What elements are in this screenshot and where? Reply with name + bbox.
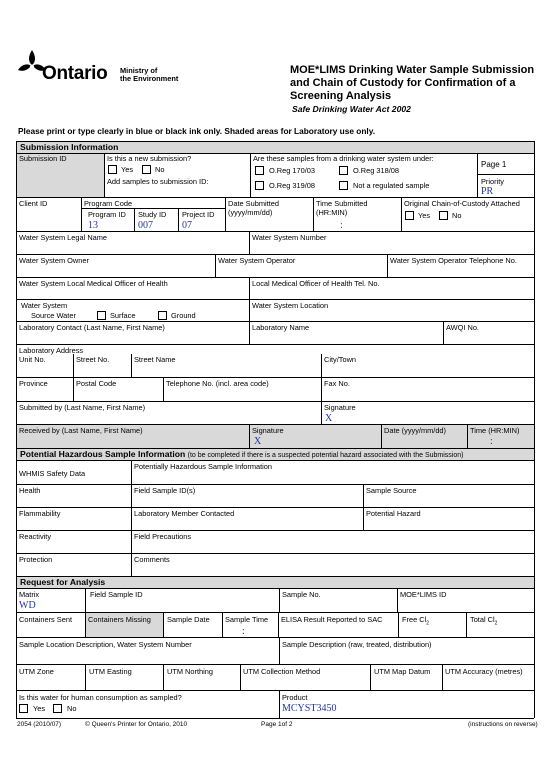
time-submitted-format: (HR:MIN) — [316, 208, 348, 217]
utm-northing-label: UTM Northing — [167, 667, 213, 676]
containers-sent-label: Containers Sent — [19, 615, 72, 624]
oreg170-label: O.Reg 170/03 — [269, 166, 316, 175]
received-date-label: Date (yyyy/mm/dd) — [384, 426, 447, 435]
total-cl-subscript: 2 — [494, 620, 498, 627]
loc-desc-label: Sample Location Description, Water System Number — [19, 640, 192, 649]
flammability-label: Flammability — [19, 509, 61, 518]
free-cl-subscript: 2 — [426, 620, 430, 627]
program-code-label: Program Code — [84, 199, 133, 208]
submitted-signature-label: Signature — [324, 403, 356, 412]
street-name-label: Street Name — [134, 355, 176, 364]
utm-zone-label: UTM Zone — [19, 667, 54, 676]
system-question: Are these samples from a drinking water system under: — [253, 154, 434, 163]
section-request-title: Request for Analysis — [20, 577, 106, 587]
oreg318-label: O.Reg 318/08 — [353, 166, 400, 175]
ministry-line2: the Environment — [120, 74, 179, 83]
program-id-value[interactable]: 13 — [88, 220, 98, 231]
study-id-label: Study ID — [138, 210, 167, 219]
source-water-label: Source Water — [31, 311, 76, 320]
received-signature-x[interactable]: X — [254, 436, 262, 447]
section-request-header — [16, 577, 534, 588]
containers-missing-label: Containers Missing — [88, 615, 151, 624]
awqi-label: AWQI No. — [446, 323, 479, 332]
free-cl-label — [402, 615, 429, 628]
coc-yes-label: Yes — [418, 211, 431, 220]
lab-name-label: Laboratory Name — [252, 323, 310, 332]
phsi-label: Potentially Hazardous Sample Information — [134, 462, 273, 471]
project-id-label: Project ID — [182, 210, 215, 219]
oreg319-checkbox[interactable] — [255, 181, 264, 190]
time-submitted-colon: : — [340, 220, 343, 231]
section-hazard-header — [16, 449, 534, 460]
postal-label: Postal Code — [76, 379, 117, 388]
not-regulated-checkbox[interactable] — [339, 181, 348, 190]
ground-checkbox[interactable] — [158, 311, 167, 320]
priority-value[interactable]: PR — [481, 186, 494, 197]
coc-yes-checkbox[interactable] — [405, 211, 414, 220]
utm-datum-label: UTM Map Datum — [374, 667, 431, 676]
human-no-label: No — [67, 704, 77, 713]
potential-hazard-label: Potential Hazard — [366, 509, 421, 518]
field-precautions-label: Field Precautions — [134, 532, 192, 541]
ministry-line1: Ministry of — [120, 66, 158, 75]
study-id-value[interactable]: 007 — [138, 220, 153, 231]
sample-time-colon: : — [242, 626, 245, 637]
submitted-by-label: Submitted by (Last Name, First Name) — [19, 403, 146, 412]
form-number: 2054 (2010/07) — [17, 721, 62, 728]
submission-id-label: Submission ID — [19, 154, 67, 163]
page-number-label: Page 1 — [481, 160, 507, 169]
form-title-line3: Screening Analysis — [290, 90, 392, 102]
ws-operator-label: Water System Operator — [218, 256, 296, 265]
street-no-label: Street No. — [76, 355, 110, 364]
lab-contact-label: Laboratory Contact (Last Name, First Name) — [19, 323, 165, 332]
health-label: Health — [19, 486, 41, 495]
ws-moh-label: Water System Local Medical Officer of Health — [19, 279, 168, 288]
human-consumption-label: Is this water for human consumption as sampled? — [19, 693, 182, 702]
surface-checkbox[interactable] — [97, 311, 106, 320]
ontario-wordmark: Ontario — [42, 63, 108, 84]
field-sample-id-label: Field Sample ID — [90, 590, 143, 599]
is-new-yes-checkbox[interactable] — [108, 165, 117, 174]
ground-label: Ground — [171, 311, 196, 320]
tel-label: Telephone No. (incl. area code) — [166, 379, 269, 388]
received-time-label: Time (HR:MIN) — [470, 426, 520, 435]
matrix-label: Matrix — [19, 590, 40, 599]
total-cl-label — [470, 615, 497, 628]
sample-date-label: Sample Date — [167, 615, 210, 624]
ws-type-label: Water System — [21, 301, 68, 310]
coc-no-checkbox[interactable] — [439, 211, 448, 220]
act-name: Safe Drinking Water Act 2002 — [292, 104, 411, 114]
reactivity-label: Reactivity — [19, 532, 52, 541]
received-time-colon: : — [490, 436, 493, 447]
human-yes-checkbox[interactable] — [19, 704, 28, 713]
date-submitted-format: (yyyy/mm/dd) — [228, 208, 273, 217]
footer-reverse: (instructions on reverse) — [468, 721, 538, 728]
surface-label: Surface — [110, 311, 136, 320]
field-sample-ids-label: Field Sample ID(s) — [134, 486, 196, 495]
program-id-label: Program ID — [88, 210, 126, 219]
ws-operator-tel-label: Water System Operator Telephone No. — [390, 256, 517, 265]
free-cl-text: Free Cl — [402, 615, 427, 624]
is-new-label: Is this a new submission? — [107, 154, 192, 163]
section-submission-header — [16, 142, 534, 153]
moh-tel-label: Local Medical Officer of Health Tel. No. — [252, 279, 380, 288]
time-submitted-label: Time Submitted — [316, 199, 368, 208]
sample-no-label: Sample No. — [282, 590, 321, 599]
coc-no-label: No — [452, 211, 462, 220]
received-by-label: Received by (Last Name, First Name) — [19, 426, 143, 435]
ws-location-label: Water System Location — [252, 301, 329, 310]
matrix-value[interactable]: WD — [19, 600, 36, 611]
section-submission-title: Submission Information — [20, 142, 119, 152]
is-new-no-label: No — [155, 165, 165, 174]
human-yes-label: Yes — [33, 704, 46, 713]
lab-address-label: Laboratory Address — [19, 346, 84, 355]
fax-label: Fax No. — [324, 379, 350, 388]
human-no-checkbox[interactable] — [53, 704, 62, 713]
protection-label: Protection — [19, 555, 53, 564]
is-new-no-checkbox[interactable] — [142, 165, 151, 174]
ws-legal-label: Water System Legal Name — [19, 233, 108, 242]
ws-number-label: Water System Number — [252, 233, 327, 242]
received-signature-label: Signature — [252, 426, 284, 435]
province-label: Province — [19, 379, 48, 388]
oreg170-checkbox[interactable] — [255, 166, 264, 175]
ws-owner-label: Water System Owner — [19, 256, 89, 265]
oreg318-checkbox[interactable] — [339, 166, 348, 175]
utm-accuracy-label: UTM Accuracy (metres) — [445, 667, 523, 676]
total-cl-text: Total Cl — [470, 615, 495, 624]
unit-no-label: Unit No. — [19, 355, 46, 364]
section-hazard-subtitle: (to be completed if there is a suspected potential hazard associated with the Submission) — [187, 452, 464, 459]
utm-easting-label: UTM Easting — [89, 667, 132, 676]
sample-source-label: Sample Source — [366, 486, 417, 495]
lab-member-label: Laboratory Member Contacted — [134, 509, 235, 518]
form-title-line1: MOE*LIMS Drinking Water Sample Submission — [290, 64, 535, 76]
is-new-yes-label: Yes — [121, 165, 134, 174]
oreg319-label: O.Reg 319/08 — [269, 181, 316, 190]
elisa-label: ELISA Result Reported to SAC — [281, 615, 383, 624]
sample-desc-label: Sample Description (raw, treated, distribution) — [282, 640, 432, 649]
form-title-line2: and Chain of Custody for Confirmation of a — [290, 77, 516, 89]
not-regulated-label: Not a regulated sample — [353, 181, 430, 190]
client-id-label: Client ID — [19, 199, 48, 208]
section-hazard-title: Potential Hazardous Sample Information — [20, 449, 186, 459]
instruction-text: Please print or type clearly in blue or black ink only. Shaded areas for Laboratory use only. — [18, 126, 376, 136]
footer-page: Page 1of 2 — [261, 721, 293, 728]
product-label: Product — [282, 693, 308, 702]
sample-time-label: Sample Time — [225, 615, 269, 624]
date-submitted-label: Date Submitted — [228, 199, 279, 208]
project-id-value[interactable]: 07 — [182, 220, 192, 231]
comments-label: Comments — [134, 555, 170, 564]
copyright: © Queen's Printer for Ontario, 2010 — [85, 721, 188, 728]
whmis-label: WHMIS Safety Data — [19, 469, 86, 478]
priority-label: Priority — [481, 177, 504, 186]
add-samples-label: Add samples to submission ID: — [107, 177, 209, 186]
utm-method-label: UTM Collection Method — [243, 667, 321, 676]
coc-attached-label: Original Chain-of-Custody Attached — [404, 199, 520, 208]
lims-id-label: MOE*LIMS ID — [400, 590, 447, 599]
city-label: City/Town — [324, 355, 357, 364]
submitted-signature-x[interactable]: X — [325, 413, 333, 424]
product-value[interactable]: MCYST3450 — [282, 703, 337, 714]
